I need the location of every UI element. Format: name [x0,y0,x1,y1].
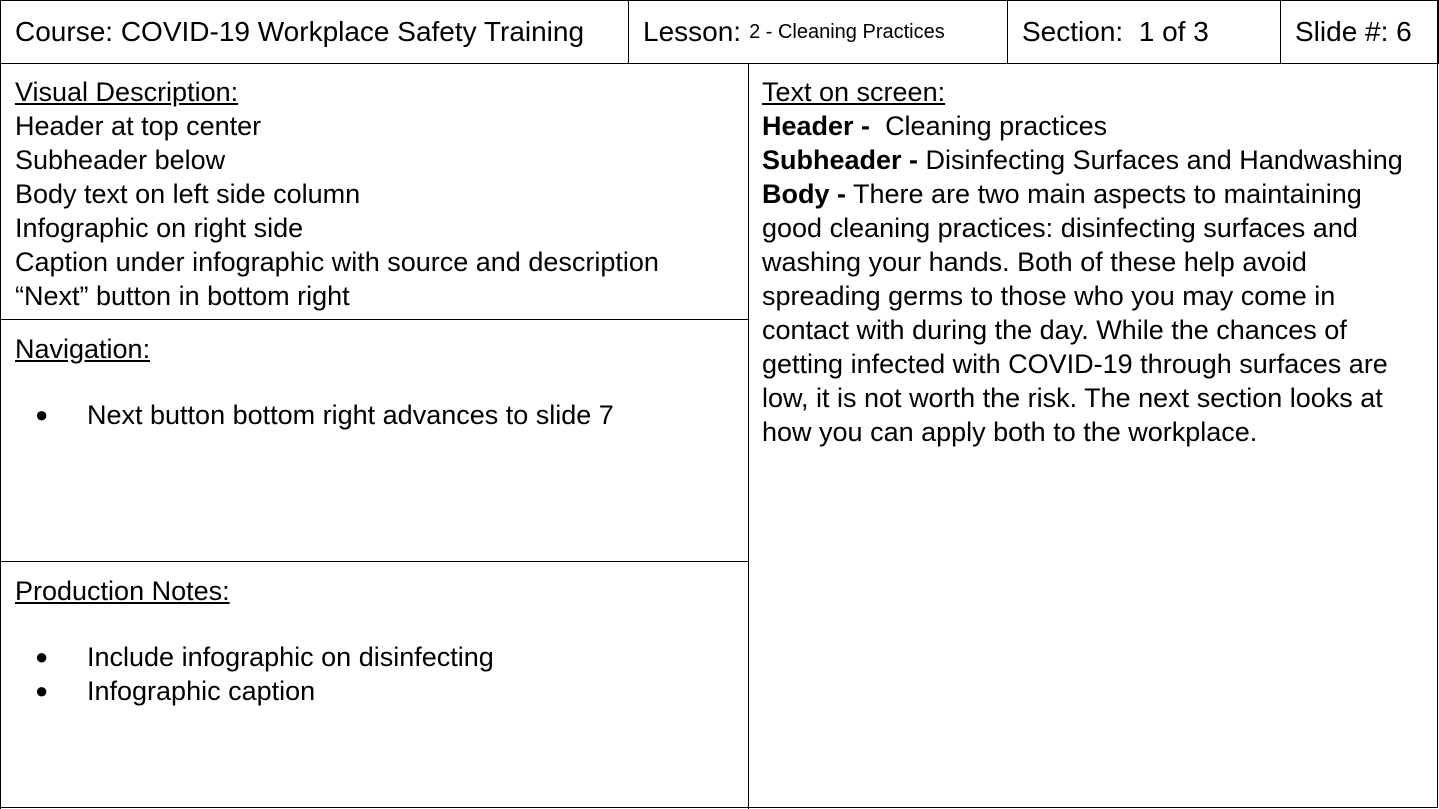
production-notes-list [15,640,735,708]
visual-description-block [1,63,749,320]
section-text: Section: 1 of 3 [1022,16,1209,47]
lesson-value: 2 - Cleaning Practices [749,21,945,43]
slide-cell [1281,1,1439,63]
navigation-list [15,398,735,432]
visual-description-line: Caption under infographic with source and description [15,247,659,277]
navigation-item-text: Next button bottom right advances to slide 7 [87,400,614,430]
section-cell [1008,1,1281,63]
list-item [15,398,735,432]
subheader-key: Subheader - [762,145,919,175]
subheader-value: Disinfecting Surfaces and Handwashing [925,145,1403,175]
body-key: Body - [762,179,846,209]
visual-description-line: Body text on left side column [15,179,361,209]
header-key: Header - [762,111,871,141]
subheader-entry [762,143,1425,177]
storyboard-header-row [0,0,1439,64]
lesson-cell [629,1,1008,63]
visual-description-label: Visual Description: [15,77,239,107]
left-column [0,63,749,809]
production-note-text: Include infographic on disinfecting [87,642,494,672]
bullet-icon: ● [35,644,49,669]
course-cell [0,1,629,63]
production-notes-block [1,562,749,809]
text-on-screen-label: Text on screen: [762,77,946,107]
lesson-label: Lesson: [643,16,742,47]
header-value: Cleaning practices [885,111,1108,141]
course-title: Course: COVID-19 Workplace Safety Training [15,16,585,47]
body-entry [762,177,1425,449]
bullet-icon: ● [35,678,49,703]
bullet-icon: ● [35,402,49,427]
list-item [15,640,735,674]
visual-description-line: Infographic on right side [15,213,304,243]
visual-description-line: Header at top center [15,111,262,141]
body-value: There are two main aspects to maintaining good cleaning practices: disinfecting surfaces and washing your hands. Both of these help avoid spreading germs to those who you may come in contact with during the day. While the chances of getting infected with COVID-19 through surfaces are low, it is not worth the risk. The next section looks at how you can apply both to the workplace. [762,179,1388,447]
text-on-screen-block [748,63,1439,809]
header-entry [762,109,1425,143]
production-notes-label: Production Notes: [15,576,230,606]
navigation-label: Navigation: [15,334,151,364]
slide-number: Slide #: 6 [1295,16,1412,47]
visual-description-line: Subheader below [15,145,226,175]
navigation-block [1,320,749,562]
visual-description-line: “Next” button in bottom right [15,281,350,311]
production-note-text: Infographic caption [87,676,316,706]
list-item [15,674,735,708]
